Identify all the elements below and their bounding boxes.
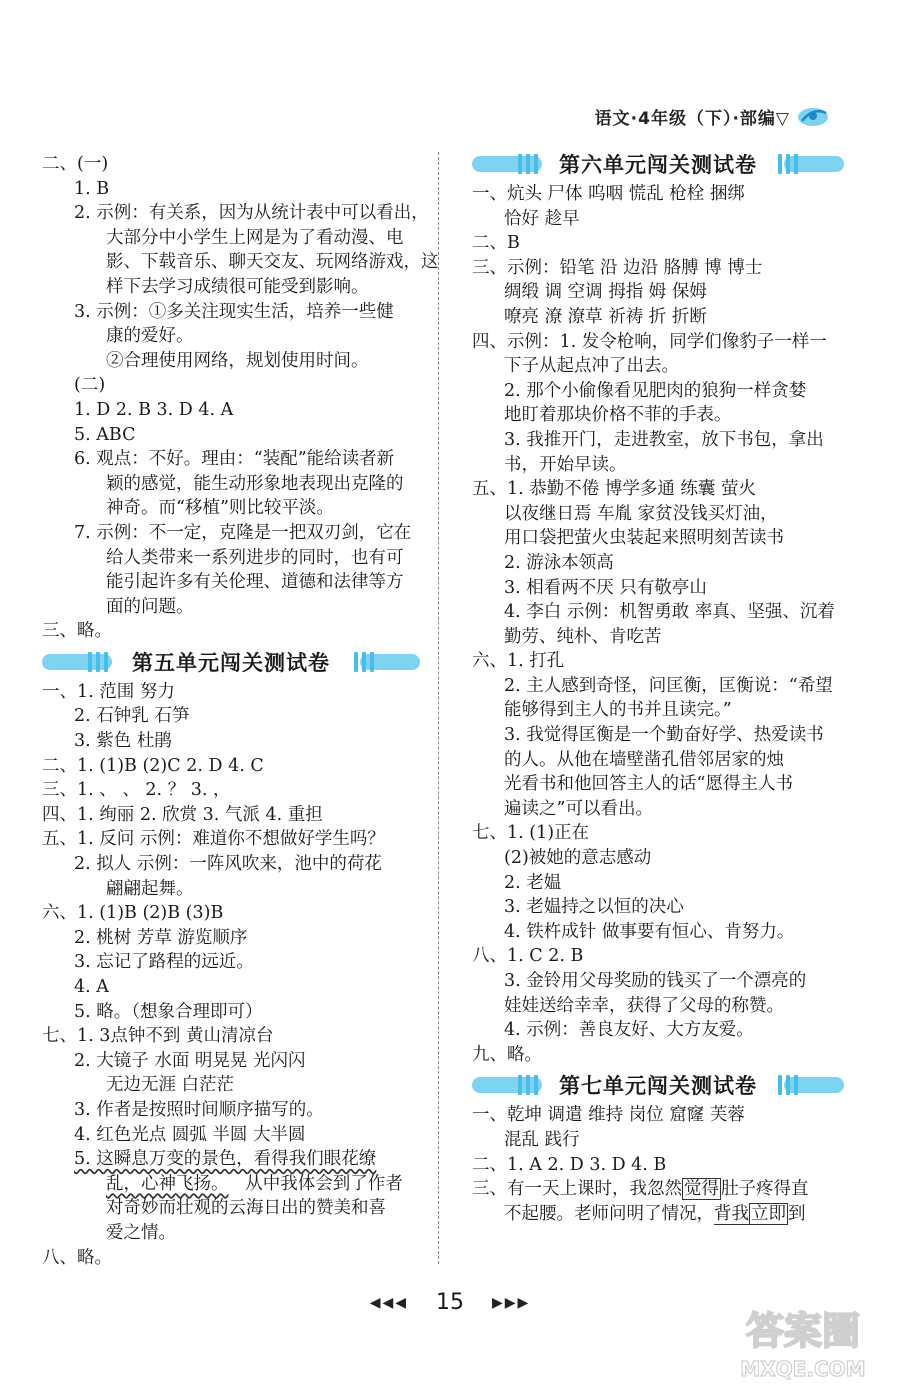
- section-title: 第六单元闯关测试卷: [553, 149, 763, 179]
- prev-arrows-icon: ◀◀◀: [369, 1294, 408, 1311]
- answer-line: 4. 铁杵成针 做事要有恒心、肯努力。: [504, 921, 795, 942]
- answer-line: 七、1. (1)正在: [472, 823, 590, 844]
- answer-line: 2. 石钟乳 石笋: [74, 706, 190, 727]
- answer-line: 以夜继日焉 车胤 家贫没钱买灯油，: [504, 503, 778, 524]
- answer-line: 影、下载音乐、聊天交友、玩网络游戏，这: [106, 252, 439, 273]
- answer-line: 神奇。而“移植”则比较平淡。: [106, 498, 334, 519]
- answer-line: 娃娃送给幸幸，获得了父母的称赞。: [504, 995, 784, 1016]
- answer-line: 对奇妙而壮观的云海日出的赞美和喜: [106, 1198, 386, 1219]
- answer-line: 二、(一): [42, 154, 109, 174]
- title-stripes-icon: [778, 154, 798, 174]
- answer-line: 的人。从他在墙壁凿孔借邻居家的烛: [504, 749, 784, 770]
- answer-line: 3. 作者是按照时间顺序描写的。: [74, 1099, 324, 1120]
- answer-line: 六、1. (1)B (2)B (3)B: [42, 903, 224, 924]
- title-stripes-icon: [518, 154, 538, 174]
- answer-line: 二、1. (1)B (2)C 2. D 4. C: [42, 755, 264, 776]
- answer-line: 2. 主人感到奇怪，问匡衡，匡衡说：“希望: [504, 675, 833, 696]
- answer-line: 八、1. C 2. B: [472, 946, 584, 967]
- answer-line: 5. ABC: [74, 424, 136, 445]
- right-column: [472, 152, 844, 1226]
- answer-line: [42, 1147, 420, 1172]
- answer-line: 7. 示例：不一定，克隆是一把双刃剑，它在: [74, 522, 412, 543]
- watermark-logo-icon: [718, 1302, 888, 1382]
- answer-line: 地盯着那块价格不菲的手表。: [504, 405, 732, 426]
- answer-line: 六、1. 打孔: [472, 651, 565, 672]
- answer-line: 2. 示例：有关系，因为从统计表中可以看出，: [74, 203, 429, 224]
- answer-line: 2. 大镜子 水面 明晃晃 光闪闪: [74, 1050, 306, 1071]
- answer-line: 3. 示例：①多关注现实生活，培养一些健: [74, 301, 394, 322]
- answer-line: 嘹亮 潦 潦草 祈祷 折 折断: [504, 306, 707, 327]
- answer-line: 三、示例：铅笔 沿 边沿 胳膊 博 博士: [472, 257, 763, 278]
- answer-line: 2. 老媪: [504, 872, 562, 893]
- answer-line: 三、1. 、 、 2. ？ 3. ，: [42, 780, 231, 801]
- answer-line: 遍读之”可以看出。: [504, 798, 653, 819]
- section-title: 第七单元闯关测试卷: [553, 1070, 763, 1100]
- answer-line: 2. 桃树 芳草 游览顺序: [74, 927, 248, 948]
- answer-line: 4. 李白 示例：机智勇敢 率真、坚强、沉着: [504, 602, 835, 623]
- answer-text: 肚子疼得直: [721, 1179, 809, 1200]
- answer-line: (2)被她的意志感动: [504, 848, 652, 869]
- answer-line: 八、略。: [42, 1247, 112, 1268]
- answer-line: 4. 示例：善良友好、大方友爱。: [504, 1020, 754, 1041]
- answer-line: 3. 老媪持之以恒的决心: [504, 897, 684, 918]
- left-column: [42, 152, 439, 1270]
- answer-line: 康的爱好。: [106, 326, 194, 347]
- answer-text: 从中我体会到了作者: [245, 1173, 403, 1194]
- boxed-word: 立即: [751, 1203, 786, 1224]
- answer-line: 能引起许多有关伦理、道德和法律等方: [106, 572, 404, 593]
- answer-line: 2. 那个小偷像看见肥肉的狼狗一样贪婪: [504, 380, 807, 401]
- answer-line: 6. 观点：不好。理由：“装配”能给读者新: [74, 449, 395, 470]
- answer-line: 二、1. A 2. D 3. D 4. B: [472, 1154, 667, 1175]
- answer-line: 恰好 趁早: [504, 208, 580, 229]
- answer-line: [472, 1177, 844, 1202]
- answer-line: [42, 1172, 420, 1197]
- answer-line: 面的问题。: [106, 596, 194, 617]
- answer-line: 4. A: [74, 977, 109, 997]
- answer-line: 4. 红色光点 圆弧 半圆 大半圆: [74, 1124, 306, 1145]
- answer-line: 能够得到主人的书并且读完。”: [504, 700, 732, 721]
- answer-line: 爱之情。: [106, 1222, 176, 1243]
- subject-grade-label: 语文·4年级（下）·部编▽: [594, 108, 790, 129]
- column-divider: [438, 152, 439, 1264]
- answer-line: 样下去学习成绩很可能受到影响。: [106, 276, 369, 297]
- answer-line: 七、1. 3点钟不到 黄山清凉台: [42, 1026, 274, 1047]
- answer-line: 勤劳、纯朴、肯吃苦: [504, 626, 662, 647]
- answer-line: 3. 我推开门，走进教室，放下书包，拿出: [504, 429, 824, 450]
- page-number: 15: [436, 1290, 464, 1315]
- section-title-bar: [472, 1069, 844, 1101]
- answer-line: (二): [74, 375, 106, 396]
- answer-line: 大部分中小学生上网是为了看动漫、电: [106, 227, 404, 248]
- watermark-title: 答案圈: [745, 1309, 861, 1353]
- answer-line: 3. 金铃用父母奖励的钱买了一个漂亮的: [504, 971, 807, 991]
- section-title-bar: [42, 646, 420, 678]
- answer-line: 翩翩起舞。: [106, 878, 194, 899]
- answer-line: 三、略。: [42, 621, 112, 642]
- next-arrows-icon: ▶▶▶: [492, 1294, 531, 1311]
- title-stripes-icon: [518, 1075, 538, 1095]
- answer-line: ②合理使用网络，规划使用时间。: [106, 350, 369, 371]
- answer-text: 到: [788, 1203, 806, 1224]
- answer-line: 1. B: [74, 178, 110, 199]
- answer-text: 不起腰。老师问明了情况，: [504, 1203, 714, 1224]
- answer-line: 下子从起点冲了出去。: [504, 356, 679, 377]
- answer-line: 给人类带来一系列进步的同时，也有可: [106, 547, 404, 568]
- answer-line: 一、乾坤 调遣 维持 岗位 窟窿 芙蓉: [472, 1105, 745, 1126]
- watermark-sub: MXQE.COM: [740, 1357, 866, 1381]
- answer-line: 用口袋把萤火虫装起来照明刻苦读书: [504, 528, 784, 549]
- title-stripes-icon: [778, 1075, 798, 1095]
- wavy-underlined-text: 乱，心神飞扬。: [106, 1173, 229, 1194]
- answer-line: 颖的感觉，能生动形象地表现出克隆的: [106, 473, 404, 494]
- boxed-word: 觉得: [684, 1179, 719, 1200]
- answer-line: 四、1. 绚丽 2. 欣赏 3. 气派 4. 重担: [42, 804, 323, 825]
- answer-line: [472, 1202, 844, 1227]
- book-logo-icon: [796, 103, 830, 129]
- answer-line: 2. 拟人 示例：一阵风吹来，池中的荷花: [74, 854, 382, 875]
- answer-line: 3. 紫色 杜鹃: [74, 731, 172, 752]
- answer-line: 五、1. 反问 示例：难道你不想做好学生吗？: [42, 829, 385, 850]
- section-title: 第五单元闯关测试卷: [126, 647, 336, 677]
- answer-line: 四、示例：1. 发令枪响，同学们像豹子一样一: [472, 331, 827, 352]
- answer-line: 3. 相看两不厌 只有敬亭山: [504, 577, 707, 598]
- underlined-word: 背我: [714, 1203, 749, 1224]
- answer-line: 3. 我觉得匡衡是一个勤奋好学、热爱读书: [504, 725, 824, 746]
- answer-line: 1. D 2. B 3. D 4. A: [74, 399, 234, 420]
- answer-line: 3. 忘记了路程的远近。: [74, 952, 254, 973]
- answer-line: 一、炕头 尸体 呜咽 慌乱 枪栓 捆绑: [472, 184, 745, 204]
- answer-text: 三、有一天上课时，我忽然: [472, 1179, 682, 1200]
- wavy-underlined-text: 5. 这瞬息万变的景色，看得我们眼花缭: [74, 1149, 377, 1170]
- title-stripes-icon: [354, 652, 374, 672]
- answer-line: 五、1. 恭勤不倦 博学多通 练囊 萤火: [472, 479, 756, 500]
- section-title-bar: [472, 148, 844, 180]
- answer-line: 2. 游泳本领高: [504, 552, 614, 573]
- answer-line: 5. 略。（想象合理即可）: [74, 1001, 263, 1022]
- answer-line: 二、B: [472, 233, 520, 254]
- answer-line: 九、略。: [472, 1044, 542, 1065]
- answer-line: 书，开始早读。: [504, 454, 627, 475]
- answer-line: 混乱 践行: [504, 1129, 580, 1150]
- answer-line: 无边无涯 白茫茫: [106, 1075, 235, 1096]
- answer-line: 绸缎 调 空调 拇指 姆 保姆: [504, 282, 707, 303]
- answer-line: 一、1. 范围 努力: [42, 681, 175, 702]
- answer-line: 光看书和他回答主人的话“愿得主人书: [504, 774, 793, 795]
- page-header: [595, 100, 830, 132]
- title-stripes-icon: [88, 652, 108, 672]
